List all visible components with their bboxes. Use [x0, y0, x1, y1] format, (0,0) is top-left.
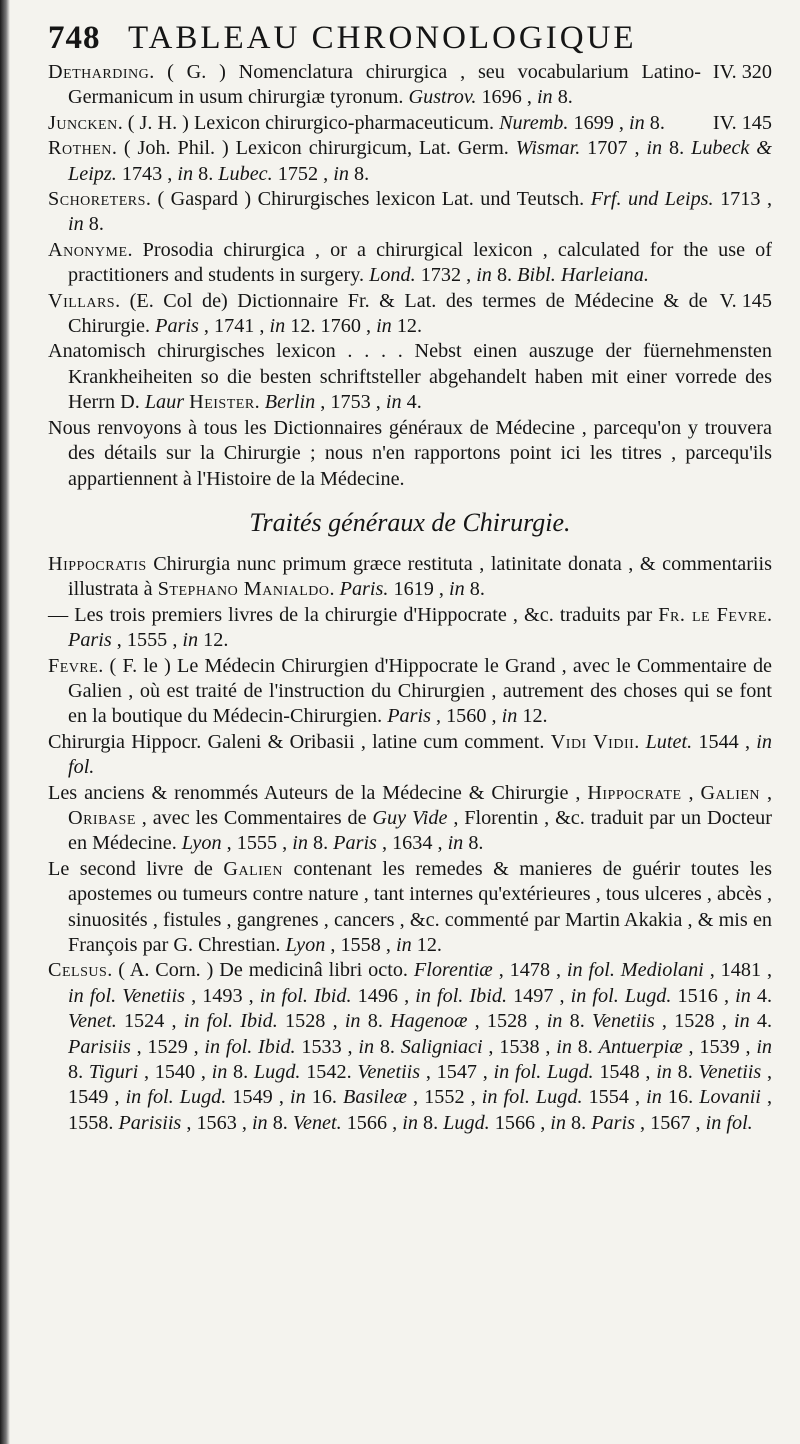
entry-text: 16.: [661, 1086, 700, 1109]
entry-text: 1533 ,: [295, 1035, 359, 1058]
entry-text: Chirurgia nunc primum græce restituta , latinitate donata , & commentariis illustrata à: [68, 552, 772, 601]
entry-text: , 1563 ,: [181, 1111, 252, 1134]
entry-text: , 1560 ,: [430, 705, 502, 728]
entry-text: . ( A. Corn. ) De medicinâ libri octo.: [107, 959, 414, 982]
entry-text: , 1555 ,: [111, 629, 183, 652]
entry-text: 16.: [305, 1086, 344, 1109]
entry-text: , 1481 ,: [703, 959, 772, 982]
entry-text: in: [447, 832, 464, 855]
bibliography-entry: [48, 654, 772, 730]
entry-text: .: [254, 391, 265, 414]
entry-text: in: [550, 1111, 566, 1134]
bibliography-entry: [48, 416, 772, 492]
entry-text: Parisiis: [118, 1111, 182, 1134]
entry-text: 4.: [750, 984, 773, 1007]
entry-text: 12.: [411, 934, 442, 956]
entry-text: Chirurgia Hippocr. Galeni & Oribasii , latine cum comment.: [48, 730, 551, 753]
entry-text: in fol. Ibid.: [259, 984, 352, 1007]
entry-text: in: [448, 578, 465, 601]
entry-text: in: [556, 1035, 572, 1058]
entry-text: 1528 ,: [277, 1010, 345, 1033]
entry-text: in: [756, 1035, 773, 1058]
entry-text: Venetiis: [357, 1061, 421, 1084]
entry-text: in fol. Ibid.: [204, 1035, 296, 1058]
entry-text: in: [656, 1061, 672, 1084]
entry-text: . ( Joh. Phil. ) Lexicon chirurgicum, Lat. Germ.: [111, 137, 516, 160]
entry-text: Laur: [144, 391, 185, 414]
entry-text: 1699 ,: [568, 111, 629, 134]
entry-text: in: [501, 705, 518, 728]
entry-text: Guy Vide: [372, 806, 448, 829]
entry-text: , avec les Commentaires de: [135, 806, 373, 829]
bibliography-entry: [48, 60, 772, 111]
bibliography-entry: [48, 958, 772, 1136]
entry-text: Juncken: [48, 111, 118, 134]
entry-text: Paris: [387, 705, 431, 728]
entry-text: Le second livre de: [48, 857, 224, 880]
entry-text: Paris: [591, 1111, 635, 1134]
entry-text: , 1528 ,: [467, 1010, 547, 1033]
running-title: TABLEAU CHRONOLOGIQUE: [128, 20, 637, 56]
entry-text: in: [344, 1010, 361, 1033]
entry-text: , 1529 ,: [130, 1035, 205, 1058]
entry-text: 8.: [360, 1010, 391, 1033]
entry-text: ,: [760, 781, 773, 804]
bibliography-entry: [48, 603, 772, 654]
entry-text: , 1547 ,: [420, 1061, 494, 1084]
bibliography-entry: [48, 136, 772, 187]
entry-text: in: [628, 111, 645, 134]
entry-text: in: [733, 1010, 750, 1033]
entry-text: 8.: [565, 1111, 592, 1134]
entry-text: 8.: [463, 832, 484, 855]
entry-text: .: [766, 603, 772, 626]
entry-text: in: [292, 832, 308, 855]
entry-text: , 1634 ,: [376, 832, 448, 855]
entry-text: Venetiis: [698, 1061, 762, 1084]
entry-text: in: [476, 264, 492, 287]
entry-text: 8.: [571, 1035, 599, 1058]
entry-text: in: [251, 1111, 268, 1134]
entry-text: . ( F. le ) Le Médecin Chirurgien d'Hippocrate le Grand , avec le Commentaire de Galien , où est traité de l'instruction du Chirurgien , autrement des choses qui se font en la boutique du Médecin-Chirurgien.: [68, 654, 772, 728]
entry-text: . Prosodia chirurgica , or a chirurgical lexicon , calculated for the use of practitioners and students in surgery.: [68, 238, 772, 287]
bibliography-entry: [48, 187, 772, 238]
entry-text: Fr. le Fevre: [658, 603, 767, 626]
entry-text: 8.: [417, 1111, 444, 1134]
entry-text: in fol.: [68, 730, 772, 779]
entry-text: , 1478 ,: [492, 959, 567, 982]
entry-text: 8.: [267, 1111, 293, 1134]
entry-text: . ( J. H. ) Lexicon chirurgico-pharmaceuticum.: [117, 111, 500, 134]
entry-text: Anatomisch chirurgisches lexicon . . . . Nebst einen auszuge der füernehmensten Krankheiheiten so die besten schriftsteller abgehandelt haben mit einer vorrede des Herrn D.: [48, 340, 772, 414]
entry-text: in fol. Ibid.: [415, 984, 507, 1007]
entry-text: Lyon: [285, 934, 326, 956]
entry-text: , 1493 ,: [185, 984, 260, 1007]
entry-text: in: [646, 1086, 662, 1109]
entry-text: 1696 ,: [476, 86, 537, 109]
entry-text: in: [395, 934, 412, 956]
entry-text: .: [634, 730, 646, 753]
entry-text: . ( Gaspard ) Chirurgisches lexicon Lat. und Teutsch.: [145, 188, 591, 211]
entry-text: Rothen: [48, 137, 112, 160]
entry-text: 1549 ,: [226, 1086, 290, 1109]
entry-text: in fol. Mediolani: [566, 959, 704, 982]
entry-text: , Florentin , &c. traduit par un Docteur en Médecine.: [68, 806, 773, 855]
entry-text: Les anciens & renommés Auteurs de la Médecine & Chirurgie ,: [48, 781, 588, 804]
entry-text: ,: [681, 781, 701, 804]
entry-text: 1566 ,: [341, 1111, 403, 1134]
entry-text: Oribase: [68, 806, 136, 829]
entry-text: Lutet.: [645, 730, 693, 753]
entry-text: 8.: [68, 1061, 89, 1084]
entry-text: 1713 ,: [713, 188, 772, 211]
entry-text: in fol. Lugd.: [570, 984, 672, 1007]
entry-text: in: [735, 984, 751, 1007]
entry-text: 1496 ,: [351, 984, 416, 1007]
entry-text: Venet.: [292, 1111, 342, 1134]
entry-text: Paris: [333, 832, 377, 855]
page-header: [48, 18, 772, 58]
bibliography-entry: [48, 238, 772, 289]
entry-text: Lubeck & Leipz.: [68, 137, 773, 185]
entry-text: , 1538 ,: [482, 1035, 557, 1058]
entry-text: in: [376, 315, 392, 338]
entry-text: . (E. Col de) Dictionnaire Fr. & Lat. des termes de Médecine & de Chirurgie.: [68, 289, 708, 338]
entry-text: 1566 ,: [489, 1111, 551, 1134]
entry-text: , 1741 ,: [198, 315, 270, 338]
entry-text: in fol. Venetiis: [68, 984, 185, 1007]
entry-text: in: [333, 162, 349, 185]
bibliography-entry: [48, 857, 772, 959]
volume-reference: V. 145: [719, 289, 772, 312]
entry-text: Galien: [700, 781, 761, 804]
entry-text: Gustrov.: [408, 86, 477, 109]
volume-reference: IV. 145: [712, 111, 772, 134]
entry-text: Wismar.: [515, 137, 581, 160]
entry-text: , 1539 ,: [682, 1035, 757, 1058]
entry-text: Antuerpiæ: [598, 1035, 683, 1058]
bibliography-list-dictionaries: [48, 60, 772, 492]
bibliography-entry: [48, 289, 772, 340]
entry-text: , 1555 ,: [221, 832, 293, 855]
entry-text: 8.: [562, 1010, 592, 1033]
entry-text: Bibl. Harleiana.: [517, 264, 649, 287]
entry-text: in: [269, 315, 286, 338]
entry-text: in: [646, 137, 663, 160]
entry-text: 1497 ,: [507, 984, 571, 1007]
entry-text: , 1753 ,: [315, 391, 386, 414]
entry-text: Frf. und Leips.: [590, 188, 714, 211]
entry-text: in fol. Lugd.: [125, 1086, 227, 1109]
entry-text: Berlin: [264, 391, 316, 414]
entry-text: Basileæ: [343, 1086, 407, 1109]
entry-text: 1542.: [300, 1061, 358, 1084]
entry-text: in fol.: [705, 1111, 753, 1134]
entry-text: Heister: [189, 391, 255, 414]
entry-text: 1548 ,: [593, 1061, 657, 1084]
entry-text: in: [177, 162, 194, 185]
entry-text: Nous renvoyons à tous les Dictionnaires généraux de Médecine , parcequ'on y trouvera des détails sur la Chirurgie ; nous n'en rapportons point ici les titres , parcequ'ils appartiennent à l'Histoire de la Médecine.: [48, 416, 772, 490]
entry-text: in: [68, 213, 84, 236]
entry-text: in: [536, 86, 553, 109]
volume-reference: IV. 320: [712, 61, 772, 83]
entry-text: contenant les remedes & manieres de guérir toutes les apostemes ou tumeurs contre nature , tant internes qu'extérieures , tous ulceres , abcès , sinuosités , fistules , gangrenes , cancers , &c. commenté par Martin Akakia , & mis en François par G. Chrestian.: [68, 857, 772, 956]
entry-text: Hippocrate: [587, 781, 682, 804]
entry-text: .: [329, 578, 340, 601]
entry-text: 1554 ,: [582, 1086, 647, 1109]
entry-text: , 1567 ,: [634, 1111, 706, 1134]
entry-text: 4.: [401, 391, 422, 414]
entry-text: , 1558.: [68, 1086, 773, 1134]
entry-text: 8.: [662, 137, 692, 160]
entry-text: Fevre: [48, 654, 99, 677]
entry-text: Paris: [155, 315, 199, 338]
entry-text: 1544 ,: [692, 730, 757, 753]
entry-text: Parisiis: [68, 1035, 131, 1058]
bibliography-entry: [48, 111, 772, 136]
entry-text: 12. 1760 ,: [285, 315, 377, 338]
bibliography-entry: [48, 552, 772, 603]
entry-text: in fol. Lugd.: [481, 1086, 583, 1109]
entry-text: Lovanii: [699, 1086, 761, 1109]
entry-text: in fol. Lugd.: [493, 1061, 594, 1084]
entry-text: 8.: [374, 1035, 401, 1058]
entry-text: Celsus: [48, 959, 108, 982]
entry-text: Lubec.: [218, 162, 273, 185]
entry-text: in: [289, 1086, 306, 1109]
entry-text: 1743 ,: [116, 162, 178, 185]
entry-text: Detharding: [48, 61, 150, 83]
entry-text: , 1528 ,: [654, 1010, 734, 1033]
bibliography-entry: [48, 730, 772, 781]
entry-text: Paris.: [339, 578, 389, 601]
entry-text: Anonyme: [48, 238, 128, 261]
bibliography-list-treatises: [48, 552, 772, 1136]
entry-text: Villars: [48, 289, 116, 312]
entry-text: 4.: [749, 1010, 773, 1033]
entry-text: in: [402, 1111, 418, 1134]
entry-text: 12.: [198, 629, 229, 652]
entry-text: 1707 ,: [580, 137, 647, 160]
entry-text: Galien: [223, 857, 283, 880]
entry-text: 8.: [671, 1061, 699, 1084]
entry-text: 8.: [307, 832, 334, 855]
entry-text: , 1540 ,: [138, 1061, 212, 1084]
entry-text: Schoreters: [48, 188, 146, 211]
entry-text: in: [211, 1061, 228, 1084]
entry-text: Hippocratis: [48, 552, 147, 575]
entry-text: Lugd.: [253, 1061, 301, 1084]
entry-text: 8.: [348, 162, 370, 185]
entry-text: Nuremb.: [499, 111, 569, 134]
entry-text: 8.: [193, 162, 219, 185]
entry-text: 8.: [491, 264, 518, 287]
entry-text: Lond.: [369, 264, 416, 287]
entry-text: — Les trois premiers livres de la chirurgie d'Hippocrate , &c. traduits par: [48, 603, 659, 626]
entry-text: , 1549 ,: [68, 1061, 773, 1109]
entry-text: 8.: [552, 86, 573, 109]
entry-text: in: [385, 391, 402, 414]
bibliography-entry: [48, 339, 772, 415]
entry-text: 1516 ,: [671, 984, 736, 1007]
entry-text: 8.: [644, 111, 665, 134]
entry-text: , 1552 ,: [406, 1086, 482, 1109]
entry-text: Hagenoæ: [390, 1010, 468, 1033]
entry-text: Paris: [68, 629, 112, 652]
entry-text: in: [546, 1010, 563, 1033]
section-heading: Traités généraux de Chirurgie.: [249, 507, 571, 537]
entry-text: Vidi Vidii: [550, 730, 635, 753]
bibliography-entry: [48, 781, 772, 857]
entry-text: Lyon: [181, 832, 222, 855]
entry-text: Florentiæ: [413, 959, 493, 982]
entry-text: in: [182, 629, 199, 652]
entry-text: 1524 ,: [116, 1010, 184, 1033]
entry-text: 1732 ,: [415, 264, 477, 287]
entry-text: . ( G. ) Nomenclatura chirurgica , seu vocabularium Latino-Germanicum in usum chirurgiæ tyronum.: [68, 61, 701, 109]
entry-text: Saligniaci: [400, 1035, 483, 1058]
entry-text: Venet.: [68, 1010, 117, 1033]
entry-text: 8.: [227, 1061, 254, 1084]
entry-text: Tiguri: [88, 1061, 139, 1084]
page-number: 748: [48, 20, 101, 56]
entry-text: , 1558 ,: [325, 934, 396, 956]
entry-text: 12.: [517, 705, 548, 728]
entry-text: 12.: [391, 315, 423, 338]
entry-text: Stephano Manialdo: [157, 578, 330, 601]
entry-text: 8.: [464, 578, 485, 601]
entry-text: 1752 ,: [272, 162, 334, 185]
entry-text: in: [358, 1035, 375, 1058]
entry-text: 1619 ,: [388, 578, 449, 601]
entry-text: 8.: [83, 213, 104, 236]
entry-text: in fol. Ibid.: [183, 1010, 278, 1033]
entry-text: Lugd.: [443, 1111, 490, 1134]
entry-text: Venetiis: [591, 1010, 655, 1033]
